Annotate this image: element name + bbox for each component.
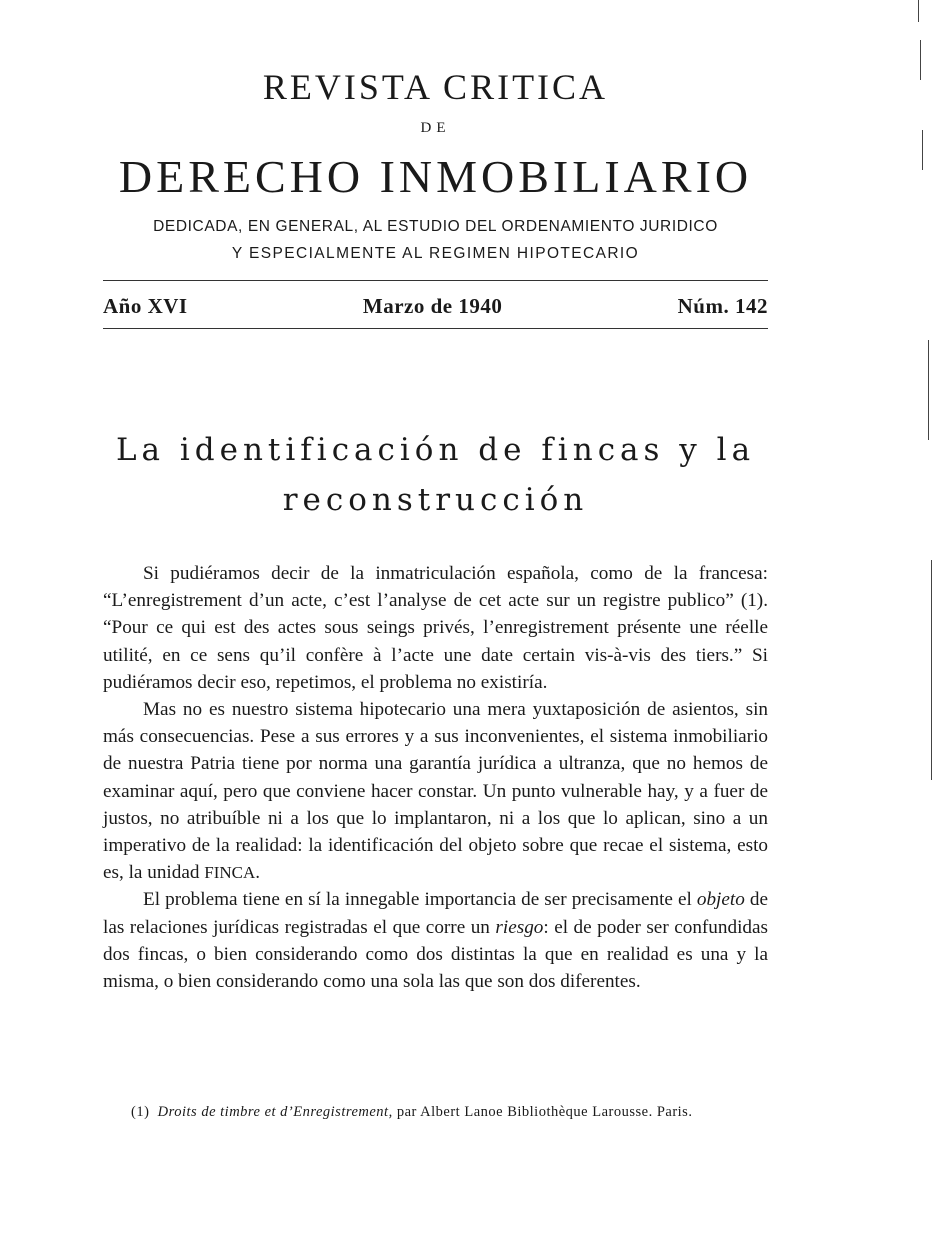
journal-title-main: DERECHO INMOBILIARIO [118,151,753,202]
paragraph-3 [103,886,768,995]
paragraph-2-text: Mas no es nuestro sistema hipotecario una mera yuxtaposición de asientos, sin más consecuencias. Pese a sus errores y a sus inconvenientes, el sistema inmobiliario de nuestra Patria tiene por norma una garantía jurídica a ultranza, que no hemos de examinar aquí, pero que conviene hacer constar. Un punto vulnerable hay, y a fuer de justos, no atribuíble ni a los que lo implantaron, ni a los que lo aplican, sino a un imperativo de la realidad: la identificación del objeto sobre que recae el sistema, esto es, la unidad [103,699,768,884]
article-title [103,425,768,525]
paragraph-3-text-c: : el de poder ser confundidas dos fincas, o bien considerando como dos distintas la que en realidad es una y la misma, o bien considerando como una sola las que son dos diferentes. [103,916,768,993]
scan-edge-mark [928,340,929,440]
objeto-term: objeto [696,889,745,911]
scan-edge-mark [922,130,923,170]
footnote [103,1100,768,1124]
scan-edge-mark [931,560,932,780]
paragraph-2-end: . [255,862,261,884]
riesgo-term: riesgo [495,916,544,938]
issue-date: Marzo de 1940 [362,294,503,318]
paragraph-2 [103,696,768,886]
journal-subtitle-line-2: Y ESPECIALMENTE AL REGIMEN HIPOTECARIO [231,245,640,262]
footnote-title: Droits de timbre et d’Enregistrement, [157,1104,393,1120]
journal-title-top: REVISTA CRITICA [262,67,609,107]
header-rule-top [103,280,768,281]
scan-edge-mark [918,0,919,22]
scan-edge-mark [920,40,921,80]
paragraph-1: Si pudiéramos decir de la inmatriculación española, como de la francesa: “L’enregistrement d’un acte, c’est l’analyse de cet acte sur un registre publico” (1). “Pour ce qui est des actes sous seings privés, l’enregistrement présente une réelle utilité, en ce sens qu’il confère à l’acte une date certain vis-à-vis des tiers.” Si pudiéramos decir eso, repetimos, el problema no existiría. [103,563,768,693]
header-rule-bottom [103,328,768,329]
paragraph-3-text-b: de las relaciones jurídicas registradas el que corre un [103,889,768,938]
article-body [103,560,768,995]
finca-term: FINCA [204,863,256,883]
issue-info [103,294,768,319]
article-title-line-1: La identificación de fincas y la [115,432,756,468]
issue-year: Año XVI [103,294,188,318]
journal-title-de: DE [420,120,451,136]
paragraph-3-text-a: El problema tiene en sí la innegable importancia de ser precisamente el [143,889,697,911]
article-title-line-2: reconstrucción [282,482,589,518]
footnote-rest: par Albert Lanoe Bibliothèque Larousse. Paris. [392,1104,693,1120]
footnote-marker: (1) [131,1104,150,1120]
issue-number: Núm. 142 [677,294,768,318]
journal-subtitle-line-1: DEDICADA, EN GENERAL, AL ESTUDIO DEL ORDENAMIENTO JURIDICO [153,218,718,235]
